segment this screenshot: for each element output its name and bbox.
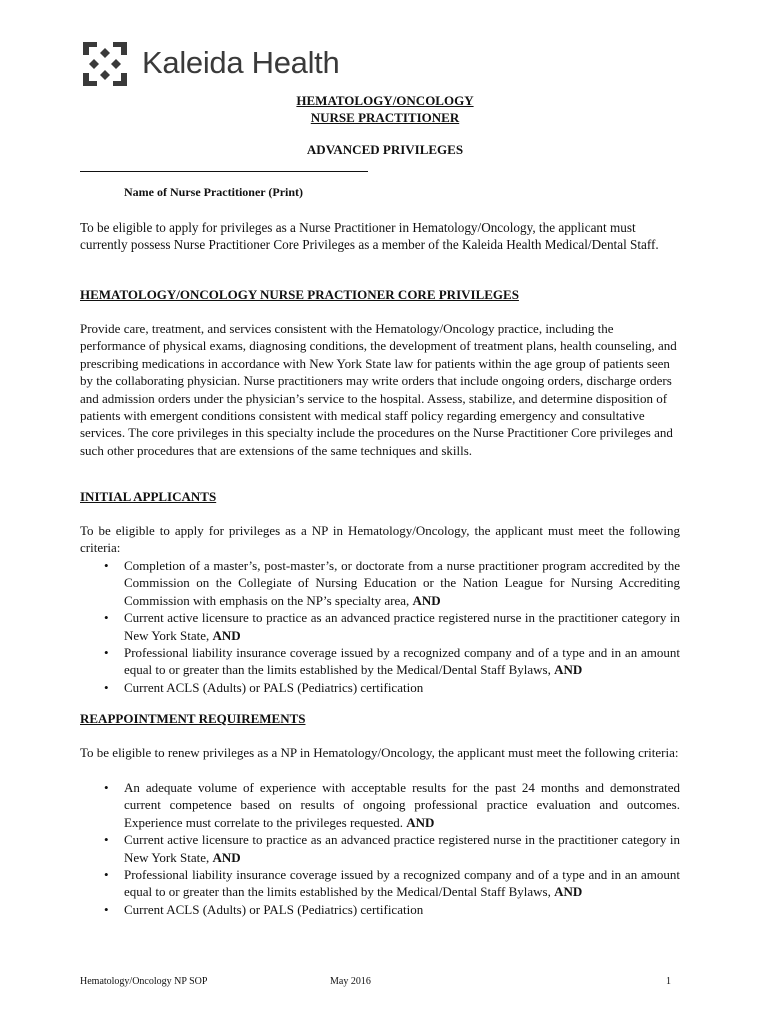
list-item: • An adequate volume of experience with acceptable results for the past 24 months and demonstrated current competence based on results of ongoing professional practice evaluation and outcomes. Experience must correlate to the privileges requested. AND bbox=[104, 780, 680, 830]
footer-date: May 2016 bbox=[330, 976, 371, 987]
signature-label: Name of Nurse Practitioner (Print) bbox=[124, 185, 304, 199]
list-item: • Professional liability insurance coverage issued by a recognized company and of a type and in an amount equal to or greater than the limits established by the Medical/Dental Staff Bylaws, AND bbox=[104, 645, 680, 678]
list-item: • Current ACLS (Adults) or PALS (Pediatrics) certification bbox=[104, 679, 424, 695]
footer-doc-name: Hematology/Oncology NP SOP bbox=[80, 976, 208, 987]
kaleida-logo-icon bbox=[78, 37, 132, 91]
reappointment-heading: REAPPOINTMENT REQUIREMENTS bbox=[80, 711, 306, 726]
intro-paragraph: To be eligible to apply for privileges as a Nurse Practitioner in Hematology/Oncology, the applicant must currently possess Nurse Practitioner Core Privileges as a member of the Kaleida Health Medical/Dental Staff. bbox=[80, 220, 659, 253]
reappointment-lead: To be eligible to renew privileges as a NP in Hematology/Oncology, the applicant must meet the following criteria: bbox=[80, 745, 679, 760]
initial-criteria-list bbox=[80, 557, 680, 696]
core-privileges-heading: HEMATOLOGY/ONCOLOGY NURSE PRACTIONER CORE PRIVILEGES bbox=[80, 287, 519, 302]
title-line-2: NURSE PRACTITIONER bbox=[310, 110, 460, 125]
title-line-3: ADVANCED PRIVILEGES bbox=[306, 142, 464, 157]
bullet-icon: • bbox=[104, 832, 109, 848]
title-line-1: HEMATOLOGY/ONCOLOGY bbox=[296, 93, 474, 108]
signature-line bbox=[80, 171, 368, 172]
bullet-icon: • bbox=[104, 780, 109, 795]
bullet-icon: • bbox=[104, 645, 109, 661]
bullet-icon: • bbox=[104, 558, 109, 573]
initial-applicants-heading: INITIAL APPLICANTS bbox=[80, 489, 217, 504]
bullet-icon: • bbox=[104, 867, 109, 883]
core-privileges-text: Provide care, treatment, and services consistent with the Hematology/Oncology practice, including the performance of physical exams, diagnosing conditions, the development of treatment plans, health counseling, and prescribing medications in accordance with New York State law for patients within the age group of patients seen by the collaborating physician. Nurse practitioners may write orders that include ongoing orders, discharge orders and admission orders under the physician’s service to the hospital. Assess, stabilize, and determine disposition of patients with emergent conditions consistent with medical staff policy regarding emergency and consultative services. The core privileges in this specialty include the procedures on the Nurse Practitioner Core privileges and such other procedures that are extensions of the same techniques and skills. bbox=[80, 321, 677, 458]
bullet-icon: • bbox=[104, 679, 109, 695]
list-item: • Current active licensure to practice as an advanced practice registered nurse in the practitioner category in New York State, AND bbox=[104, 610, 680, 643]
bullet-icon: • bbox=[104, 901, 109, 917]
kaleida-logo bbox=[78, 36, 339, 92]
reappointment-criteria-list bbox=[80, 779, 680, 918]
list-item: • Professional liability insurance coverage issued by a recognized company and of a type and in an amount equal to or greater than the limits established by the Medical/Dental Staff Bylaws, AND bbox=[104, 867, 680, 900]
list-item: • Current ACLS (Adults) or PALS (Pediatrics) certification bbox=[104, 901, 424, 917]
footer-page-number: 1 bbox=[666, 976, 671, 987]
bullet-icon: • bbox=[104, 610, 109, 626]
list-item: • Current active licensure to practice as an advanced practice registered nurse in the practitioner category in New York State, AND bbox=[104, 832, 680, 865]
document-title bbox=[0, 92, 770, 158]
logo-wordmark: Kaleida Health bbox=[142, 45, 340, 80]
list-item: • Completion of a master’s, post-master’s, or doctorate from a nurse practitioner program accredited by the Commission on the Collegiate of Nursing Education or the Nation League for Nursing Accrediting Commission with emphasis on the NP’s specialty area, AND bbox=[104, 558, 680, 608]
initial-applicants-lead: To be eligible to apply for privileges as a NP in Hematology/Oncology, the applicant must meet the following criteria: bbox=[80, 523, 680, 556]
